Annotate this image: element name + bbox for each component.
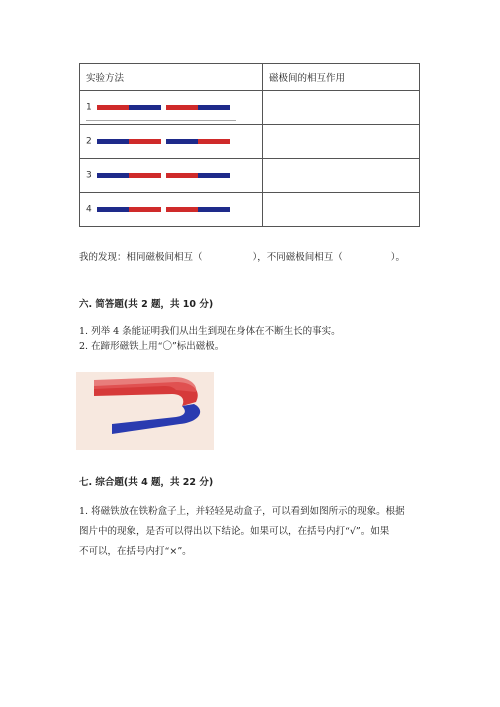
experiment-table (79, 63, 420, 227)
magnet-pole (97, 139, 129, 144)
magnet-pair-3 (80, 159, 262, 192)
magnet-pole (166, 139, 198, 144)
question-7-1 (79, 502, 405, 562)
magnet-pair-1 (80, 91, 262, 124)
bar-magnet-left (97, 173, 161, 178)
bar-magnet-left (97, 207, 161, 212)
magnet-pole (166, 173, 198, 178)
magnet-pole (198, 207, 230, 212)
magnet-pole (198, 173, 230, 178)
question-7-1-line-1: 1. 将磁铁放在铁粉盒子上，并轻轻晃动盒子，可以看到如图所示的现象。根据 (79, 506, 405, 517)
finding-middle: ），不同磁极间相互（ (252, 252, 343, 263)
magnet-pole (97, 105, 129, 110)
magnet-pole (129, 105, 161, 110)
magnet-pole (97, 207, 129, 212)
row-number: 1 (86, 102, 92, 112)
header-interaction: 磁极间的相互作用 (263, 64, 420, 91)
question-6-2: 2. 在蹄形磁铁上用“〇”标出磁极。 (79, 341, 225, 352)
bar-magnet-right (166, 207, 230, 212)
question-7-1-line-3: 不可以，在括号内打“×”。 (79, 546, 192, 557)
finding-suffix: ）。 (390, 252, 406, 263)
header-method: 实验方法 (80, 64, 263, 91)
table-header-row (80, 64, 420, 91)
table-row (80, 193, 420, 227)
bar-magnet-right (166, 173, 230, 178)
finding-sentence (79, 250, 405, 265)
section-7-heading: 七. 综合题(共 4 题，共 22 分) (79, 477, 214, 488)
table-row (80, 91, 420, 125)
bar-magnet-left (97, 105, 161, 110)
bar-magnet-left (97, 139, 161, 144)
table-row (80, 159, 420, 193)
horseshoe-blue-arm (112, 404, 200, 434)
bar-magnet-right (166, 105, 230, 110)
magnet-pole (198, 105, 230, 110)
row-number: 2 (86, 136, 92, 146)
question-6-1: 1. 列举 4 条能证明我们从出生到现在身体在不断生长的事实。 (79, 326, 341, 337)
underline (86, 120, 236, 121)
answer-cell[interactable] (263, 159, 420, 193)
magnet-pole (129, 173, 161, 178)
row-number: 3 (86, 170, 92, 180)
section-6-heading: 六. 简答题(共 2 题，共 10 分) (79, 299, 214, 310)
answer-cell[interactable] (263, 193, 420, 227)
answer-cell[interactable] (263, 125, 420, 159)
horseshoe-magnet-image (76, 372, 214, 450)
magnet-pole (129, 139, 161, 144)
question-7-1-line-2: 图片中的现象，是否可以得出以下结论。如果可以，在括号内打“√”。如果 (79, 526, 390, 537)
magnet-pole (166, 105, 198, 110)
magnet-pole (129, 207, 161, 212)
finding-prefix: 我的发现：相同磁极间相互（ (79, 252, 203, 263)
table-row (80, 125, 420, 159)
magnet-pair-4 (80, 193, 262, 226)
row-number: 4 (86, 204, 92, 214)
magnet-pair-2 (80, 125, 262, 158)
magnet-pole (166, 207, 198, 212)
bar-magnet-right (166, 139, 230, 144)
magnet-pole (97, 173, 129, 178)
answer-cell[interactable] (263, 91, 420, 125)
magnet-pole (198, 139, 230, 144)
